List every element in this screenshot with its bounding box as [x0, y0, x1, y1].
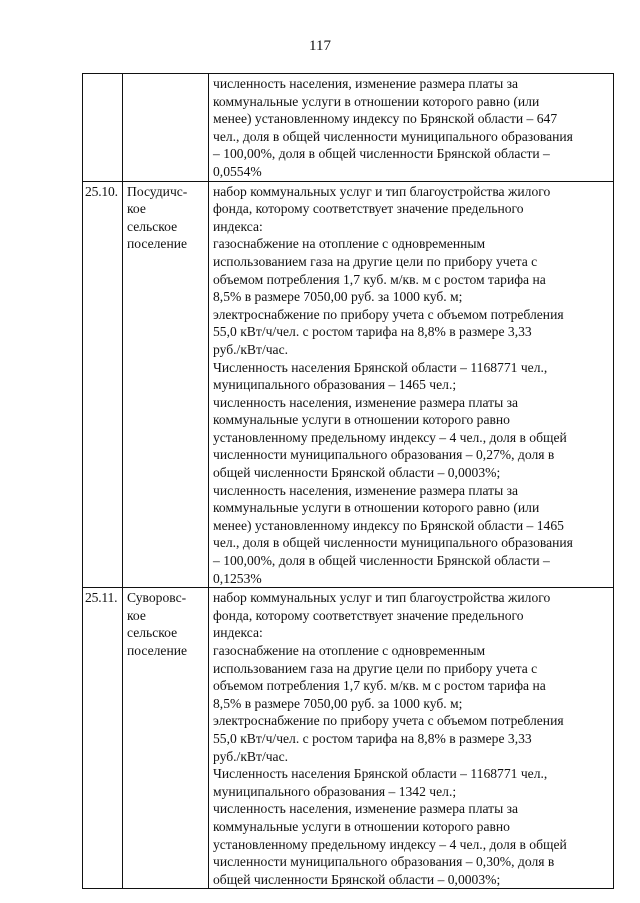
settlement-name-line: Посудичс- [127, 183, 188, 199]
description-line: установленному предельному индексу – 4 чел., доля в общей [213, 429, 567, 445]
description-line: общей численности Брянской области – 0,0003%; [213, 465, 501, 481]
description-cell [209, 181, 614, 588]
table-row [83, 74, 614, 182]
row-number-cell [83, 74, 123, 182]
description-line: муниципального образования – 1465 чел.; [213, 377, 457, 393]
description-line: газоснабжение на отопление с одновременным [213, 643, 486, 658]
description-line: газоснабжение на отопление с одновременным [213, 236, 486, 252]
description-line: чел., доля в общей численности муниципального образования [213, 535, 573, 551]
description-line: менее) установленному индексу по Брянской области – 647 [213, 111, 558, 127]
description-line: коммунальные услуги в отношении которого равно [213, 412, 510, 428]
description-line: индекса: [213, 218, 263, 234]
description-line: 55,0 кВт/ч/чел. с ростом тарифа на 8,8% в размере 3,33 [213, 324, 532, 340]
description-line: численность населения, изменение размера платы за [213, 482, 519, 498]
description-cell [209, 588, 614, 889]
description-line: численность населения, изменение размера платы за [213, 76, 519, 91]
page-number: 117 [309, 38, 331, 54]
description-line: чел., доля в общей численности муниципального образования [213, 128, 573, 144]
description-line: 0,1253% [213, 570, 262, 586]
description-line: Численность населения Брянской области – 1168771 чел., [213, 359, 548, 375]
description-line: индекса: [213, 625, 263, 641]
settlement-name-line: кое [127, 607, 146, 623]
description-line: – 100,00%, доля в общей численности Брянской области – [213, 146, 550, 162]
description-line: руб./кВт/час. [213, 748, 289, 764]
table-row [83, 181, 614, 588]
row-number-cell: 25.10. [83, 181, 123, 588]
description-line: руб./кВт/час. [213, 341, 289, 357]
description-line: – 100,00%, доля в общей численности Брянской области – [213, 553, 550, 569]
description-line: муниципального образования – 1342 чел.; [213, 783, 457, 799]
description-line: Численность населения Брянской области – 1168771 чел., [213, 766, 548, 782]
description-line: численности муниципального образования – 0,27%, доля в [213, 447, 555, 463]
description-line: коммунальные услуги в отношении которого равно (или [213, 500, 540, 516]
description-line: численности муниципального образования – 0,30%, доля в [213, 854, 555, 870]
description-line: 55,0 кВт/ч/чел. с ростом тарифа на 8,8% в размере 3,33 [213, 730, 532, 746]
description-line: менее) установленному индексу по Брянской области – 1465 [213, 517, 564, 533]
tariff-table [82, 73, 614, 889]
description-line: набор коммунальных услуг и тип благоустройства жилого [213, 590, 551, 606]
description-line: численность населения, изменение размера платы за [213, 394, 519, 410]
table-body [83, 74, 614, 889]
description-line: электроснабжение по прибору учета с объемом потребления [213, 713, 564, 729]
description-line: коммунальные услуги в отношении которого равно (или [213, 93, 540, 109]
description-line: фонда, которому соответствует значение предельного [213, 607, 524, 623]
description-line: коммунальные услуги в отношении которого равно [213, 818, 510, 834]
settlement-name-cell [123, 181, 209, 588]
description-line: установленному предельному индексу – 4 чел., доля в общей [213, 836, 567, 852]
description-line: использованием газа на другие цели по прибору учета с [213, 253, 538, 269]
settlement-name-line: поселение [127, 643, 188, 658]
description-cell [209, 74, 614, 182]
description-line: 0,0554% [213, 163, 262, 179]
settlement-name-line: сельское [127, 218, 178, 234]
description-line: объемом потребления 1,7 куб. м/кв. м с ростом тарифа на [213, 271, 546, 287]
settlement-name-line: сельское [127, 625, 178, 641]
description-line: численность населения, изменение размера платы за [213, 801, 519, 817]
description-line: 8,5% в размере 7050,00 руб. за 1000 куб. м; [213, 695, 463, 711]
description-line: набор коммунальных услуг и тип благоустройства жилого [213, 183, 551, 199]
settlement-name-line: поселение [127, 236, 188, 252]
description-line: 8,5% в размере 7050,00 руб. за 1000 куб. м; [213, 289, 463, 305]
table-row [83, 588, 614, 889]
settlement-name-cell [123, 588, 209, 889]
settlement-name-cell [123, 74, 209, 182]
settlement-name-line: кое [127, 201, 146, 217]
description-line: использованием газа на другие цели по прибору учета с [213, 660, 538, 676]
description-line: общей численности Брянской области – 0,0003%; [213, 871, 501, 887]
settlement-name-line: Суворовс- [127, 590, 187, 606]
row-number-cell: 25.11. [83, 588, 123, 889]
description-line: объемом потребления 1,7 куб. м/кв. м с ростом тарифа на [213, 678, 546, 694]
description-line: электроснабжение по прибору учета с объемом потребления [213, 306, 564, 322]
description-line: фонда, которому соответствует значение предельного [213, 201, 524, 217]
